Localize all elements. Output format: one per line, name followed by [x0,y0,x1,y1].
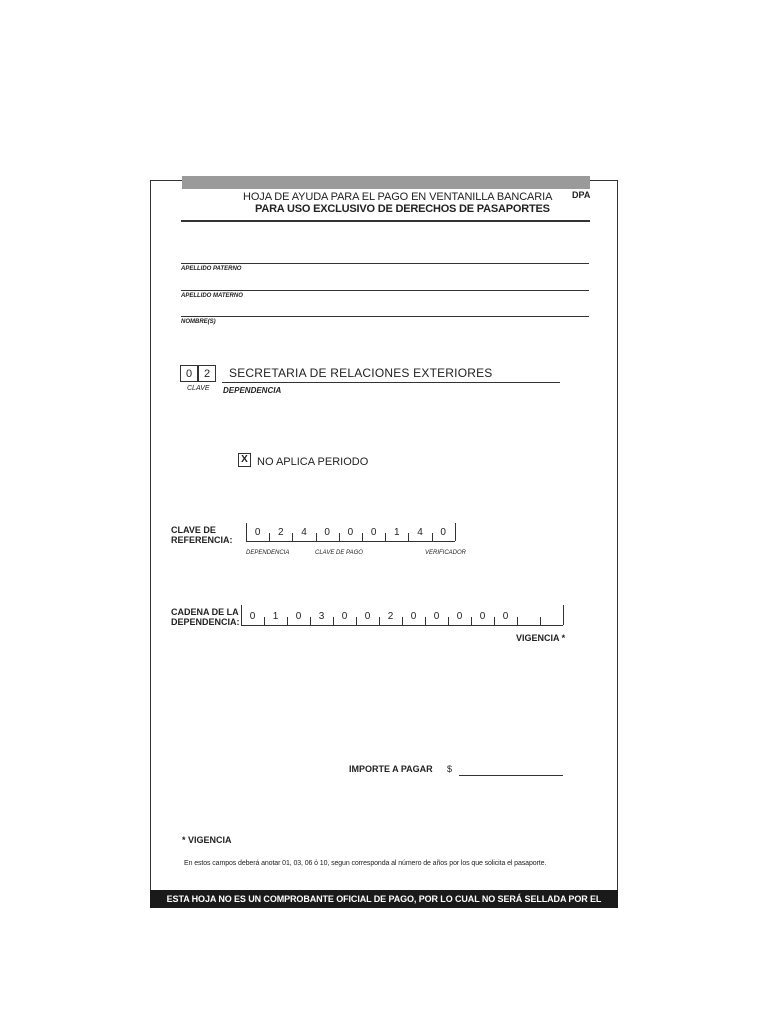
field-separator-tick [269,533,270,541]
form-subtitle: PARA USO EXCLUSIVO DE DERECHOS DE PASAPORTES [255,203,550,215]
dependencia-name: SECRETARIA DE RELACIONES EXTERIORES [229,366,493,380]
digit-cell[interactable]: 0 [295,611,302,622]
digit-cell[interactable]: 0 [440,527,446,538]
field-separator-tick [316,533,317,541]
field-separator-tick [241,605,242,625]
vigencia-note-text: En estos campos deberá anotar 01, 03, 06 ó 10, segun corresponda al número de años por los que solicita el pasaporte. [184,860,547,867]
field-separator-tick [333,617,334,625]
footer-disclaimer: ESTA HOJA NO ES UN COMPROBANTE OFICIAL DE PAGO, POR LO CUAL NO SERÁ SELLADA POR EL CAJERO [150,890,618,908]
digit-cell[interactable]: 2 [387,611,394,622]
field-separator-tick [540,617,541,625]
no-aplica-periodo-label: NO APLICA PERIODO [257,456,369,468]
field-separator-tick [385,533,386,541]
digit-cell[interactable]: 4 [417,527,423,538]
field-separator-tick [455,523,456,541]
importe-field[interactable] [459,775,563,776]
digit-cell[interactable]: 4 [301,527,307,538]
apellido-paterno-label: APELLIDO PATERNO [181,266,242,272]
field-separator-tick [310,617,311,625]
field-baseline [246,541,455,542]
field-separator-tick [287,617,288,625]
digit-cell[interactable]: 2 [278,527,284,538]
digit-cell[interactable]: 1 [394,527,400,538]
clave-label: CLAVE [187,385,210,392]
field-separator-tick [292,533,293,541]
clave-referencia-label-2: REFERENCIA: [171,535,233,545]
header-divider [181,220,590,222]
field-separator-tick [517,617,518,625]
vigencia-note-title: * VIGENCIA [182,835,232,845]
ref-sub-clave-pago: CLAVE DE PAGO [315,550,363,556]
clave-referencia-label-1: CLAVE DE [171,525,216,535]
digit-cell[interactable]: 0 [370,527,377,538]
field-separator-tick [432,533,433,541]
ref-sub-verificador: VERIFICADOR [425,550,467,556]
digit-cell[interactable]: 0 [502,611,509,622]
header-gray-bar [182,176,590,189]
no-aplica-periodo-checkbox[interactable]: X [238,453,251,467]
apellido-paterno-field[interactable] [181,263,589,264]
form-code: DPA [572,190,591,200]
digit-cell[interactable]: 1 [272,611,279,622]
digit-cell[interactable]: 0 [324,527,330,538]
field-separator-tick [425,617,426,625]
nombres-label: NOMBRE(S) [181,319,216,325]
digit-cell[interactable]: 0 [249,611,256,622]
field-baseline [241,625,563,626]
ref-sub-dependencia: DEPENDENCIA [246,550,290,556]
field-separator-tick [408,533,409,541]
cadena-label-1: CADENA DE LA [171,607,239,617]
digit-cell[interactable]: 0 [456,611,463,622]
field-separator-tick [448,617,449,625]
clave-digit-box: 2 [198,365,216,382]
currency-symbol: $ [447,764,453,774]
importe-label: IMPORTE A PAGAR [349,764,433,774]
digit-cell[interactable]: 0 [410,611,417,622]
field-separator-tick [402,617,403,625]
digit-cell[interactable]: 0 [364,611,371,622]
digit-cell[interactable]: 0 [433,611,440,622]
field-separator-tick [264,617,265,625]
field-separator-tick [339,533,340,541]
digit-cell[interactable]: 0 [347,527,354,538]
field-separator-tick [356,617,357,625]
field-separator-tick [379,617,380,625]
field-separator-tick [494,617,495,625]
apellido-materno-label: APELLIDO MATERNO [181,293,243,299]
vigencia-field-label: VIGENCIA * [516,633,566,643]
dependencia-underline [222,382,560,383]
apellido-materno-field[interactable] [181,290,589,291]
nombres-field[interactable] [181,316,589,317]
dependencia-label: DEPENDENCIA [223,386,282,395]
field-separator-tick [563,605,564,625]
cadena-label-2: DEPENDENCIA: [171,617,240,627]
digit-cell[interactable]: 0 [341,611,348,622]
field-separator-tick [362,533,363,541]
form-title: HOJA DE AYUDA PARA EL PAGO EN VENTANILLA BANCARIA [243,191,553,203]
digit-cell[interactable]: 0 [479,611,486,622]
digit-cell[interactable]: 3 [318,611,325,622]
field-separator-tick [246,523,247,541]
field-separator-tick [471,617,472,625]
clave-digit-box: 0 [180,365,198,382]
digit-cell[interactable]: 0 [254,527,261,538]
